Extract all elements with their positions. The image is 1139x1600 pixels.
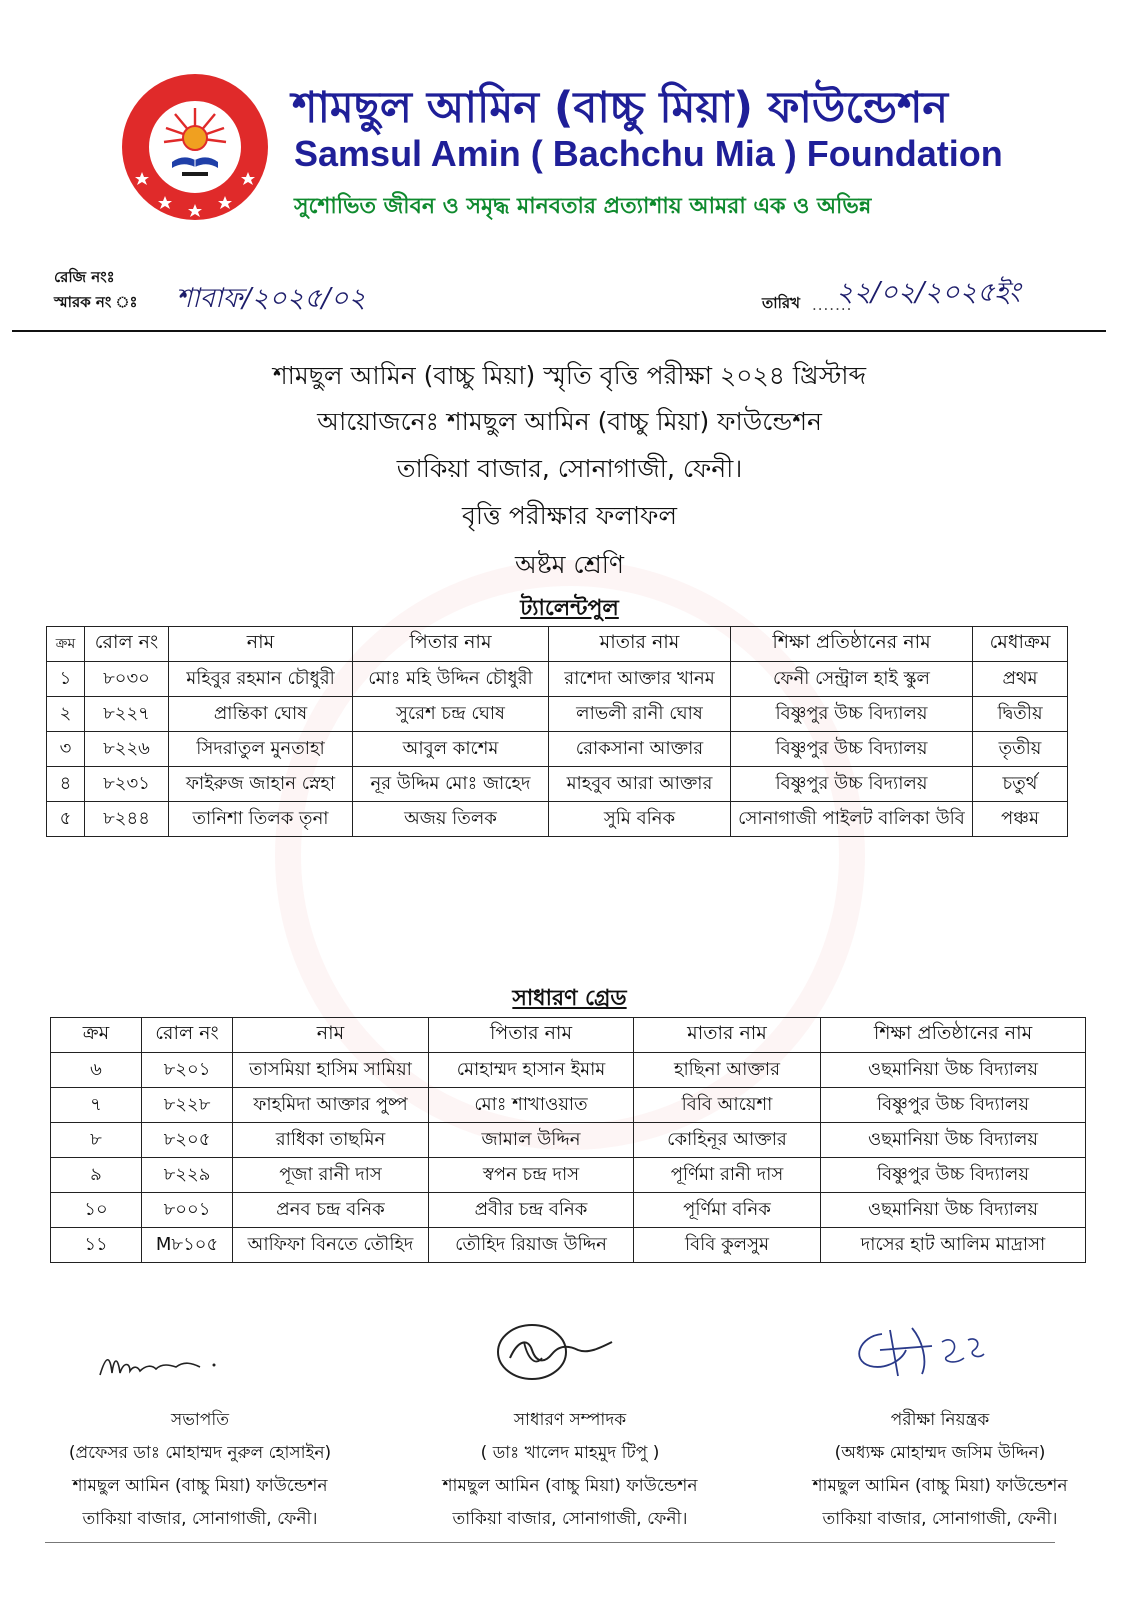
cell-institution: বিষ্ণুপুর উচ্চ বিদ্যালয়: [821, 1158, 1086, 1193]
general-header-row: [51, 1018, 1086, 1053]
result-heading: বৃত্তি পরীক্ষার ফলাফল: [461, 501, 678, 530]
table-row: [47, 697, 1068, 732]
cell-father: জামাল উদ্দিন: [429, 1123, 634, 1158]
col-header-institution: শিক্ষা প্রতিষ্ঠানের নাম: [821, 1018, 1086, 1053]
cell-institution: ওছমানিয়া উচ্চ বিদ্যালয়: [821, 1053, 1086, 1088]
cell-institution: ফেনী সেন্ট্রাল হাই স্কুল: [731, 662, 973, 697]
cell-roll: ৮২০১: [142, 1053, 233, 1088]
cell-roll: ৮২২৬: [85, 732, 169, 767]
signatory-name: (প্রফেসর ডাঃ মোহাম্মদ নুরুল হোসাইন): [68, 1443, 332, 1463]
general-grade-table: [50, 1017, 1086, 1263]
secretary-signature: [488, 1320, 628, 1384]
signatory-role: সভাপতি: [171, 1410, 229, 1430]
cell-mother: বিবি আয়েশা: [634, 1088, 821, 1123]
talentpool-table: [46, 626, 1068, 837]
cell-roll: ৮২০৫: [142, 1123, 233, 1158]
cell-roll: ৮০৩০: [85, 662, 169, 697]
table-row: [51, 1158, 1086, 1193]
cell-name: তাসমিয়া হাসিম সামিয়া: [233, 1053, 429, 1088]
cell-mother: পূর্ণিমা বনিক: [634, 1193, 821, 1228]
cell-name: রাধিকা তাছমিন: [233, 1123, 429, 1158]
cell-institution: সোনাগাজী পাইলট বালিকা উবি: [731, 802, 973, 837]
signatory-org: শামছুল আমিন (বাচ্চু মিয়া) ফাউন্ডেশন: [72, 1476, 328, 1496]
cell-name: প্রনব চন্দ্র বনিক: [233, 1193, 429, 1228]
cell-mother: মাহবুব আরা আক্তার: [549, 767, 731, 802]
cell-serial: ৩: [47, 732, 85, 767]
cell-name: আফিফা বিনতে তৌহিদ: [233, 1228, 429, 1263]
cell-roll: ৮২৩১: [85, 767, 169, 802]
cell-name: সিদরাতুল মুনতাহা: [169, 732, 353, 767]
table-row: [51, 1053, 1086, 1088]
table-row: [51, 1088, 1086, 1123]
class-heading: অষ্টম শ্রেণি: [514, 550, 625, 579]
table-row: [51, 1123, 1086, 1158]
general-grade-title: সাধারণ গ্রেড: [512, 986, 627, 1011]
table-row: [47, 767, 1068, 802]
cell-roll: ৮২২৮: [142, 1088, 233, 1123]
footer-divider: [45, 1542, 1055, 1543]
cell-serial: ৪: [47, 767, 85, 802]
signatory-role: পরীক্ষা নিয়ন্ত্রক: [890, 1410, 990, 1430]
cell-serial: ২: [47, 697, 85, 732]
cell-father: প্রবীর চন্দ্র বনিক: [429, 1193, 634, 1228]
col-header-roll: রোল নং: [142, 1018, 233, 1053]
org-name-english: Samsul Amin ( Bachchu Mia ) Foundation: [294, 133, 1003, 174]
cell-mother: কোহিনূর আক্তার: [634, 1123, 821, 1158]
signatory-role: সাধারণ সম্পাদক: [513, 1410, 627, 1430]
cell-serial: ৯: [51, 1158, 142, 1193]
cell-rank: দ্বিতীয়: [973, 697, 1068, 732]
cell-father: মোঃ মহি উদ্দিন চৌধুরী: [353, 662, 549, 697]
header-divider: [12, 330, 1106, 332]
foundation-logo: [120, 72, 270, 222]
cell-serial: ৬: [51, 1053, 142, 1088]
organizer-line: আয়োজনেঃ শামছুল আমিন (বাচ্চু মিয়া) ফাউন্ডেশন: [317, 407, 822, 436]
cell-father: তৌহিদ রিয়াজ উদ্দিন: [429, 1228, 634, 1263]
talentpool-title: ট্যালেন্টপুল: [520, 596, 619, 621]
cell-father: মোঃ শাখাওয়াত: [429, 1088, 634, 1123]
cell-father: অজয় তিলক: [353, 802, 549, 837]
org-tagline: সুশোভিত জীবন ও সমৃদ্ধ মানবতার প্রত্যাশায় আমরা এক ও অভিন্ন: [294, 194, 872, 219]
cell-serial: ১: [47, 662, 85, 697]
signatory-org: শামছুল আমিন (বাচ্চু মিয়া) ফাউন্ডেশন: [812, 1476, 1068, 1496]
col-header-mother: মাতার নাম: [549, 627, 731, 662]
col-header-father: পিতার নাম: [353, 627, 549, 662]
cell-name: তানিশা তিলক তৃনা: [169, 802, 353, 837]
table-row: [51, 1228, 1086, 1263]
cell-mother: লাভলী রানী ঘোষ: [549, 697, 731, 732]
secretary-signature-block: [390, 1404, 750, 1536]
table-row: [47, 732, 1068, 767]
col-header-serial: ক্রম: [51, 1018, 142, 1053]
memo-label: স্মারক নং ঃ: [54, 293, 138, 311]
cell-name: ফাহমিদা আক্তার পুষ্প: [233, 1088, 429, 1123]
table-row: [51, 1193, 1086, 1228]
date-value: ২২/০২/২০২৫ইং: [836, 277, 1021, 308]
cell-name: প্রান্তিকা ঘোষ: [169, 697, 353, 732]
signatory-name: (অধ্যক্ষ মোহাম্মদ জসিম উদ্দিন): [834, 1443, 1046, 1463]
exam-title: শামছুল আমিন (বাচ্চু মিয়া) স্মৃতি বৃত্তি পরীক্ষা ২০২৪ খ্রিস্টাব্দ: [272, 361, 867, 390]
col-header-rank: মেধাক্রম: [973, 627, 1068, 662]
cell-institution: বিষ্ণুপুর উচ্চ বিদ্যালয়: [821, 1088, 1086, 1123]
col-header-roll: রোল নং: [85, 627, 169, 662]
cell-serial: ১১: [51, 1228, 142, 1263]
cell-rank: চতুর্থ: [973, 767, 1068, 802]
cell-serial: ১০: [51, 1193, 142, 1228]
cell-mother: হাছিনা আক্তার: [634, 1053, 821, 1088]
signatory-address: তাকিয়া বাজার, সোনাগাজী, ফেনী।: [82, 1509, 318, 1529]
cell-name: মহিবুর রহমান চৌধুরী: [169, 662, 353, 697]
col-header-father: পিতার নাম: [429, 1018, 634, 1053]
address-line: তাকিয়া বাজার, সোনাগাজী, ফেনী।: [396, 454, 743, 483]
cell-mother: রাশেদা আক্তার খানম: [549, 662, 731, 697]
cell-rank: তৃতীয়: [973, 732, 1068, 767]
cell-father: স্বপন চন্দ্র দাস: [429, 1158, 634, 1193]
cell-rank: পঞ্চম: [973, 802, 1068, 837]
cell-name: ফাইরুজ জাহান স্নেহা: [169, 767, 353, 802]
cell-name: পূজা রানী দাস: [233, 1158, 429, 1193]
cell-roll: ৮০০১: [142, 1193, 233, 1228]
cell-father: আবুল কাশেম: [353, 732, 549, 767]
cell-roll: M৮১০৫: [142, 1228, 233, 1263]
cell-mother: সুমি বনিক: [549, 802, 731, 837]
cell-father: মোহাম্মদ হাসান ইমাম: [429, 1053, 634, 1088]
cell-institution: বিষ্ণুপুর উচ্চ বিদ্যালয়: [731, 767, 973, 802]
registration-label: রেজি নংঃ: [54, 268, 115, 286]
cell-institution: দাসের হাট আলিম মাদ্রাসা: [821, 1228, 1086, 1263]
cell-roll: ৮২৪৪: [85, 802, 169, 837]
cell-father: নূর উদ্দিম মোঃ জাহেদ: [353, 767, 549, 802]
cell-serial: ৮: [51, 1123, 142, 1158]
cell-mother: পূর্ণিমা রানী দাস: [634, 1158, 821, 1193]
col-header-serial: ক্রম: [47, 627, 85, 662]
cell-institution: বিষ্ণুপুর উচ্চ বিদ্যালয়: [731, 697, 973, 732]
cell-father: সুরেশ চন্দ্র ঘোষ: [353, 697, 549, 732]
cell-serial: ৭: [51, 1088, 142, 1123]
signatory-address: তাকিয়া বাজার, সোনাগাজী, ফেনী।: [452, 1509, 688, 1529]
col-header-institution: শিক্ষা প্রতিষ্ঠানের নাম: [731, 627, 973, 662]
cell-institution: বিষ্ণুপুর উচ্চ বিদ্যালয়: [731, 732, 973, 767]
signatory-org: শামছুল আমিন (বাচ্চু মিয়া) ফাউন্ডেশন: [442, 1476, 698, 1496]
cell-mother: রোকসানা আক্তার: [549, 732, 731, 767]
col-header-mother: মাতার নাম: [634, 1018, 821, 1053]
cell-institution: ওছমানিয়া উচ্চ বিদ্যালয়: [821, 1193, 1086, 1228]
table-row: [47, 802, 1068, 837]
cell-rank: প্রথম: [973, 662, 1068, 697]
signatory-name: ( ডাঃ খালেদ মাহমুদ টিপু ): [480, 1443, 660, 1463]
cell-institution: ওছমানিয়া উচ্চ বিদ্যালয়: [821, 1123, 1086, 1158]
cell-roll: ৮২২৯: [142, 1158, 233, 1193]
cell-roll: ৮২২৭: [85, 697, 169, 732]
date-label: তারিখ: [762, 294, 800, 312]
signatory-address: তাকিয়া বাজার, সোনাগাজী, ফেনী।: [822, 1509, 1058, 1529]
memo-number: শাবাফ/২০২৫/০২: [176, 283, 366, 314]
col-header-name: নাম: [169, 627, 353, 662]
president-signature: [96, 1345, 236, 1385]
talentpool-header-row: [47, 627, 1068, 662]
controller-signature-block: [760, 1404, 1120, 1536]
table-row: [47, 662, 1068, 697]
col-header-name: নাম: [233, 1018, 429, 1053]
cell-serial: ৫: [47, 802, 85, 837]
president-signature-block: [20, 1404, 380, 1536]
org-name-bangla: শামছুল আমিন (বাচ্চু মিয়া) ফাউন্ডেশন: [292, 83, 949, 133]
date-dotted-line: .......: [812, 296, 853, 314]
controller-signature: [842, 1320, 1002, 1384]
cell-mother: বিবি কুলসুম: [634, 1228, 821, 1263]
